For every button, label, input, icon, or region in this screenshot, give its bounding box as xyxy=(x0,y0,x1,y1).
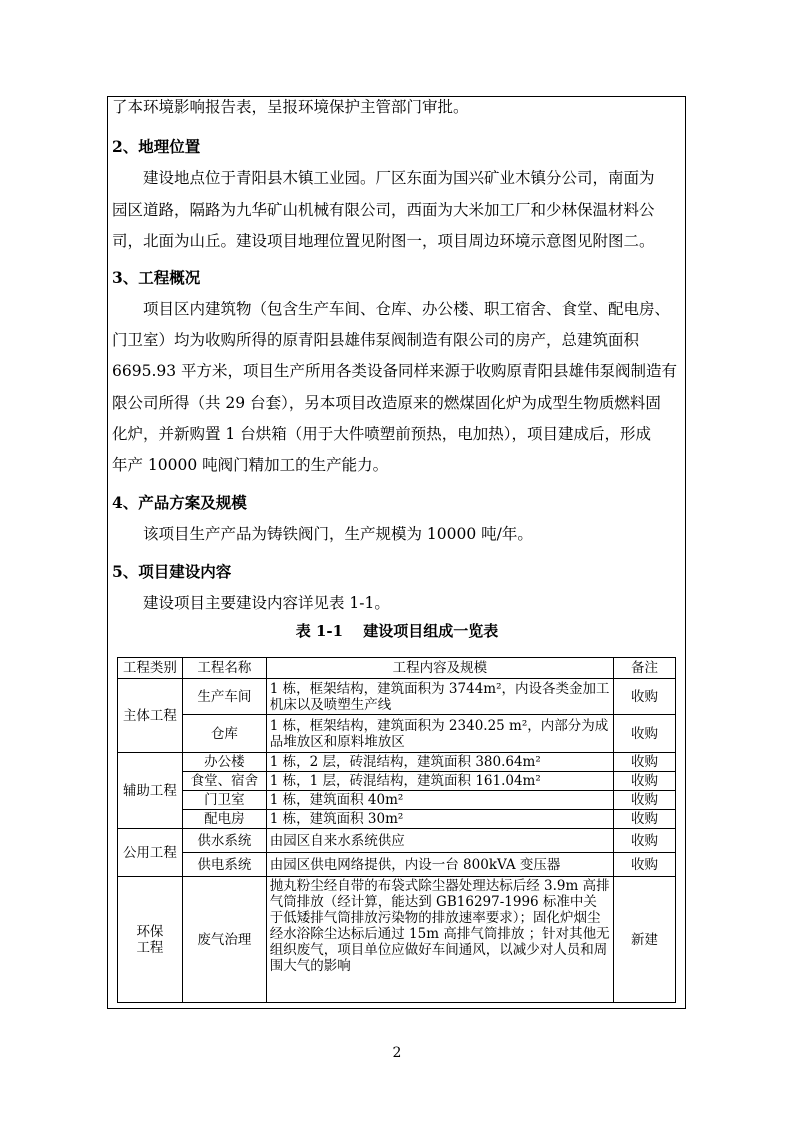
row-note: 收购 xyxy=(614,772,676,791)
section-3-line: 年产 10000 吨阀门精加工的生产能力。 xyxy=(112,456,389,474)
section-4-heading: 4、产品方案及规模 xyxy=(112,493,247,512)
table-row xyxy=(118,772,676,791)
table-header-row xyxy=(118,658,676,679)
row-content: 1 栋，1 层，砖混结构，建筑面积 161.04m² xyxy=(266,772,613,791)
section-5-line: 建设项目主要建设内容详见表 1-1。 xyxy=(112,594,390,612)
row-content: 抛丸粉尘经自带的布袋式除尘器处理达标后经 3.9m 高排气筒排放（经计算，能达到 GB16297-1996 标准中关于低矮排气筒排放污染物的排放速率要求）；固化炉烟尘经水浴除尘达标后通过 15m 高排气筒排放 ；针对其他无组织废气，项目单位应做好车间通风，以减少对人员和周围大气的影响 xyxy=(266,877,613,1003)
section-2-line: 园区道路，隔路为九华矿山机械有限公司，西面为大米加工厂和少林保温材料公 xyxy=(112,201,655,219)
table-row xyxy=(118,877,676,1003)
intro-tail: 了本环境影响报告表，呈报环境保护主管部门审批。 xyxy=(112,98,469,116)
row-note: 收购 xyxy=(614,791,676,810)
row-note: 收购 xyxy=(614,679,676,715)
table-row xyxy=(118,853,676,877)
row-name: 配电房 xyxy=(182,810,266,829)
row-content: 1 栋，建筑面积 30m² xyxy=(266,810,613,829)
row-content: 1 栋，框架结构，建筑面积为 3744m²，内设各类金加工机床以及喷塑生产线 xyxy=(266,679,613,715)
section-4-line: 该项目生产产品为铸铁阀门，生产规模为 10000 吨/年。 xyxy=(112,525,533,543)
header-category: 工程类别 xyxy=(118,658,183,679)
row-name: 食堂、宿舍 xyxy=(182,772,266,791)
row-note: 新建 xyxy=(614,877,676,1003)
group-main: 主体工程 xyxy=(118,679,183,753)
row-content: 由园区供电网络提供，内设一台 800kVA 变压器 xyxy=(266,853,613,877)
group-env: 环保 工程 xyxy=(118,877,183,1003)
row-name: 供电系统 xyxy=(182,853,266,877)
header-note: 备注 xyxy=(614,658,676,679)
table-row xyxy=(118,791,676,810)
page-number: 2 xyxy=(392,1045,402,1061)
section-3-heading: 3、工程概况 xyxy=(112,268,201,287)
row-content: 1 栋，建筑面积 40m² xyxy=(266,791,613,810)
section-2-heading: 2、地理位置 xyxy=(112,137,201,156)
row-name: 门卫室 xyxy=(182,791,266,810)
section-3-line: 限公司所得（共 29 台套），另本项目改造原来的燃煤固化炉为成型生物质燃料固 xyxy=(112,394,661,412)
row-content: 1 栋，框架结构，建筑面积为 2340.25 m²，内部分为成品堆放区和原料堆放区 xyxy=(266,715,613,753)
row-note: 收购 xyxy=(614,810,676,829)
row-name: 供水系统 xyxy=(182,829,266,853)
group-aux: 辅助工程 xyxy=(118,753,183,829)
section-5-heading: 5、项目建设内容 xyxy=(112,562,232,581)
table-caption: 表 1-1 建设项目组成一览表 xyxy=(295,622,499,640)
row-content: 由园区自来水系统供应 xyxy=(266,829,613,853)
section-3-line: 化炉，并新购置 1 台烘箱（用于大件喷塑前预热，电加热），项目建成后，形成 xyxy=(112,425,651,443)
header-content: 工程内容及规模 xyxy=(266,658,613,679)
row-note: 收购 xyxy=(614,715,676,753)
section-2-line: 司，北面为山丘。建设项目地理位置见附图一，项目周边环境示意图见附图二。 xyxy=(112,232,655,250)
row-note: 收购 xyxy=(614,829,676,853)
header-name: 工程名称 xyxy=(182,658,266,679)
row-name: 废气治理 xyxy=(182,877,266,1003)
table-row xyxy=(118,679,676,715)
row-name: 办公楼 xyxy=(182,753,266,772)
section-3-line: 6695.93 平方米，项目生产所用各类设备同样来源于收购原青阳县雄伟泵阀制造有 xyxy=(112,362,678,380)
section-2-line: 建设地点位于青阳县木镇工业园。厂区东面为国兴矿业木镇分公司，南面为 xyxy=(112,169,655,187)
table-row xyxy=(118,753,676,772)
table-row xyxy=(118,829,676,853)
table-row xyxy=(118,715,676,753)
row-name: 生产车间 xyxy=(182,679,266,715)
row-name: 仓库 xyxy=(182,715,266,753)
group-public: 公用工程 xyxy=(118,829,183,877)
table-row xyxy=(118,810,676,829)
row-note: 收购 xyxy=(614,753,676,772)
section-3-line: 门卫室）均为收购所得的原青阳县雄伟泵阀制造有限公司的房产，总建筑面积 xyxy=(112,331,640,349)
row-content: 1 栋，2 层，砖混结构，建筑面积 380.64m² xyxy=(266,753,613,772)
section-3-line: 项目区内建筑物（包含生产车间、仓库、办公楼、职工宿舍、食堂、配电房、 xyxy=(112,300,671,318)
project-composition-table xyxy=(117,657,676,1003)
row-note: 收购 xyxy=(614,853,676,877)
